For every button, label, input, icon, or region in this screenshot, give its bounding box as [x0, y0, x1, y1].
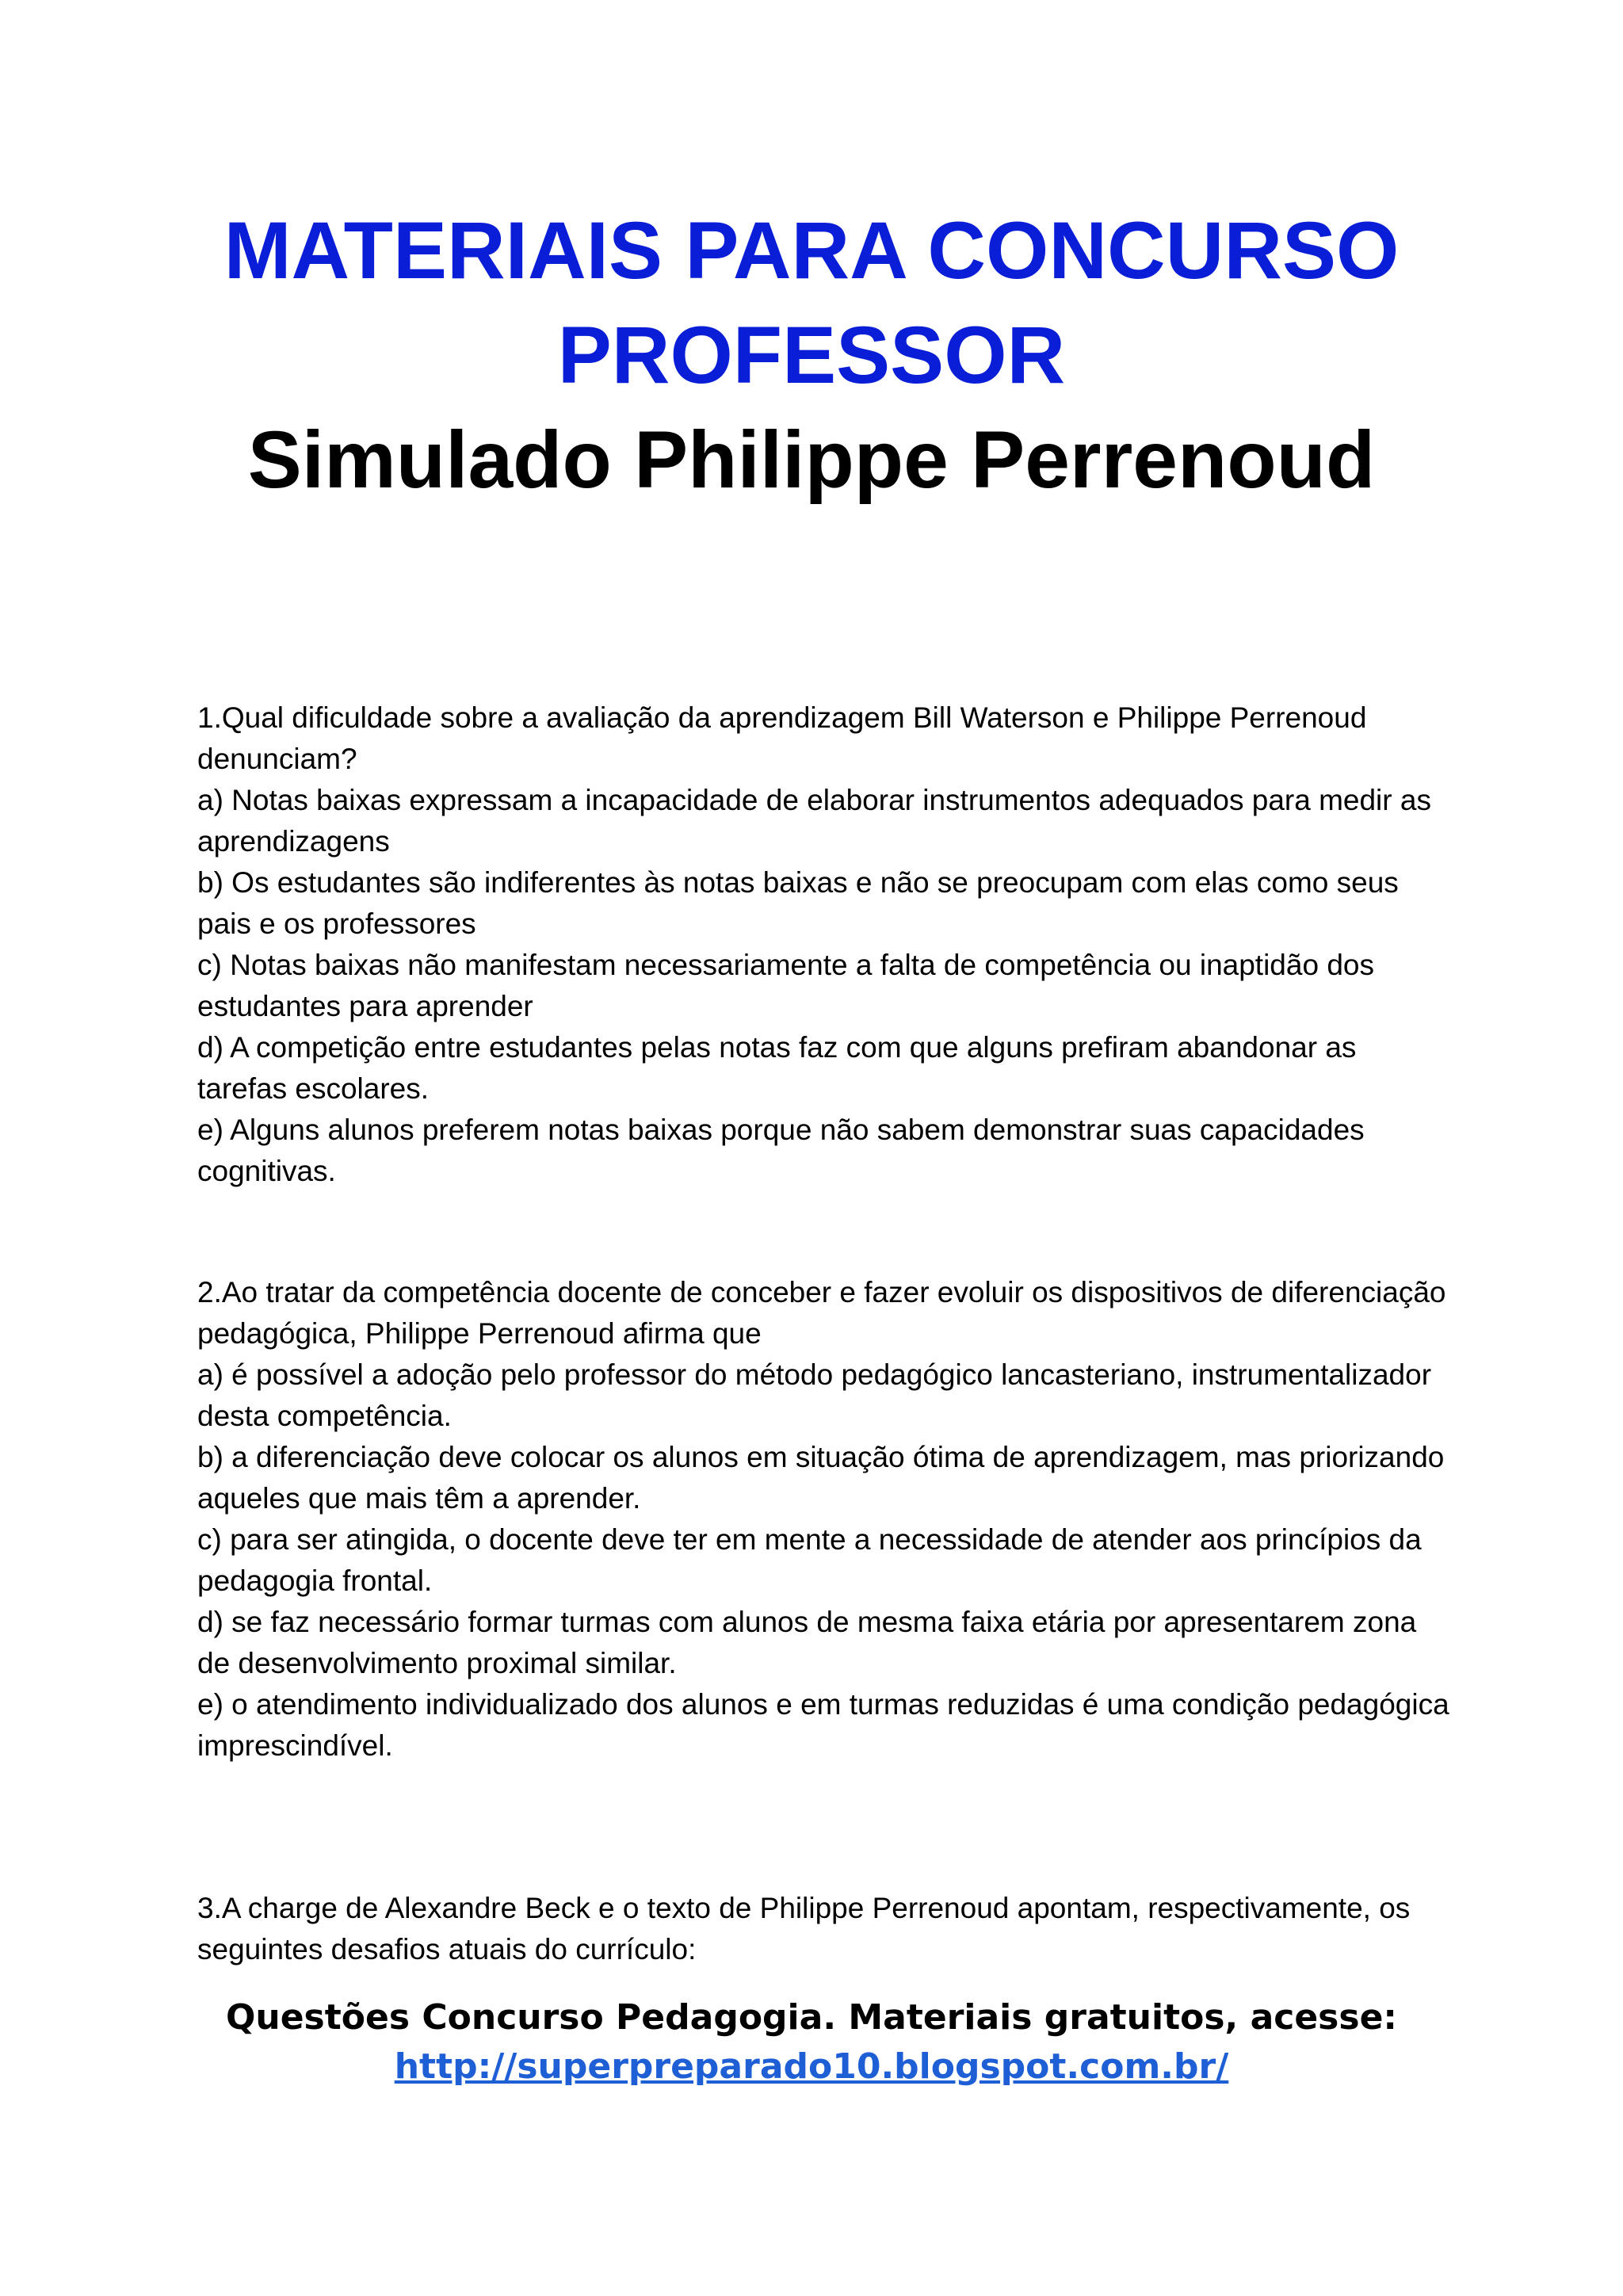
question-1	[197, 697, 1449, 1192]
title-block	[0, 198, 1623, 512]
question-option: b) Os estudantes são indiferentes às notas baixas e não se preocupam com elas como seus pais e os professores	[197, 866, 1399, 940]
question-option: e) o atendimento individualizado dos alunos e em turmas reduzidas é uma condição pedagógica imprescindível.	[197, 1688, 1449, 1762]
question-3	[197, 1888, 1449, 1970]
question-2	[197, 1272, 1449, 1767]
question-stem: 3.A charge de Alexandre Beck e o texto de Philippe Perrenoud apontam, respectivamente, os seguintes desafios atuais do currículo:	[197, 1892, 1411, 1966]
question-option: c) para ser atingida, o docente deve ter em mente a necessidade de atender aos princípios da pedagogia frontal.	[197, 1523, 1422, 1597]
page-title-line2: PROFESSOR	[557, 310, 1066, 400]
question-option: e) Alguns alunos preferem notas baixas porque não sabem demonstrar suas capacidades cognitivas.	[197, 1114, 1365, 1187]
question-option: c) Notas baixas não manifestam necessariamente a falta de competência ou inaptidão dos estudantes para aprender	[197, 949, 1374, 1022]
question-stem: 1.Qual dificuldade sobre a avaliação da aprendizagem Bill Waterson e Philippe Perrenoud denunciam?	[197, 701, 1367, 775]
question-option: d) se faz necessário formar turmas com alunos de mesma faixa etária por apresentarem zona de desenvolvimento proximal similar.	[197, 1606, 1417, 1679]
question-stem: 2.Ao tratar da competência docente de conceber e fazer evoluir os dispositivos de diferenciação pedagógica, Philippe Perrenoud afirma que	[197, 1276, 1446, 1350]
footer-text: Questões Concurso Pedagogia. Materiais gratuitos, acesse:	[225, 1997, 1398, 2038]
page-subtitle: Simulado Philippe Perrenoud	[247, 415, 1376, 505]
question-option: d) A competição entre estudantes pelas notas faz com que alguns prefiram abandonar as tarefas escolares.	[197, 1031, 1357, 1105]
question-option: a) Notas baixas expressam a incapacidade de elaborar instrumentos adequados para medir as aprendizagens	[197, 784, 1431, 858]
footer	[0, 1993, 1623, 2092]
footer-link[interactable]: http://superpreparado10.blogspot.com.br/	[394, 2046, 1229, 2087]
question-option: b) a diferenciação deve colocar os alunos em situação ótima de aprendizagem, mas priorizando aqueles que mais têm a aprender.	[197, 1441, 1445, 1515]
question-option: a) é possível a adoção pelo professor do método pedagógico lancasteriano, instrumentalizador desta competência.	[197, 1358, 1432, 1432]
page-title-line1: MATERIAIS PARA CONCURSO	[223, 205, 1400, 296]
